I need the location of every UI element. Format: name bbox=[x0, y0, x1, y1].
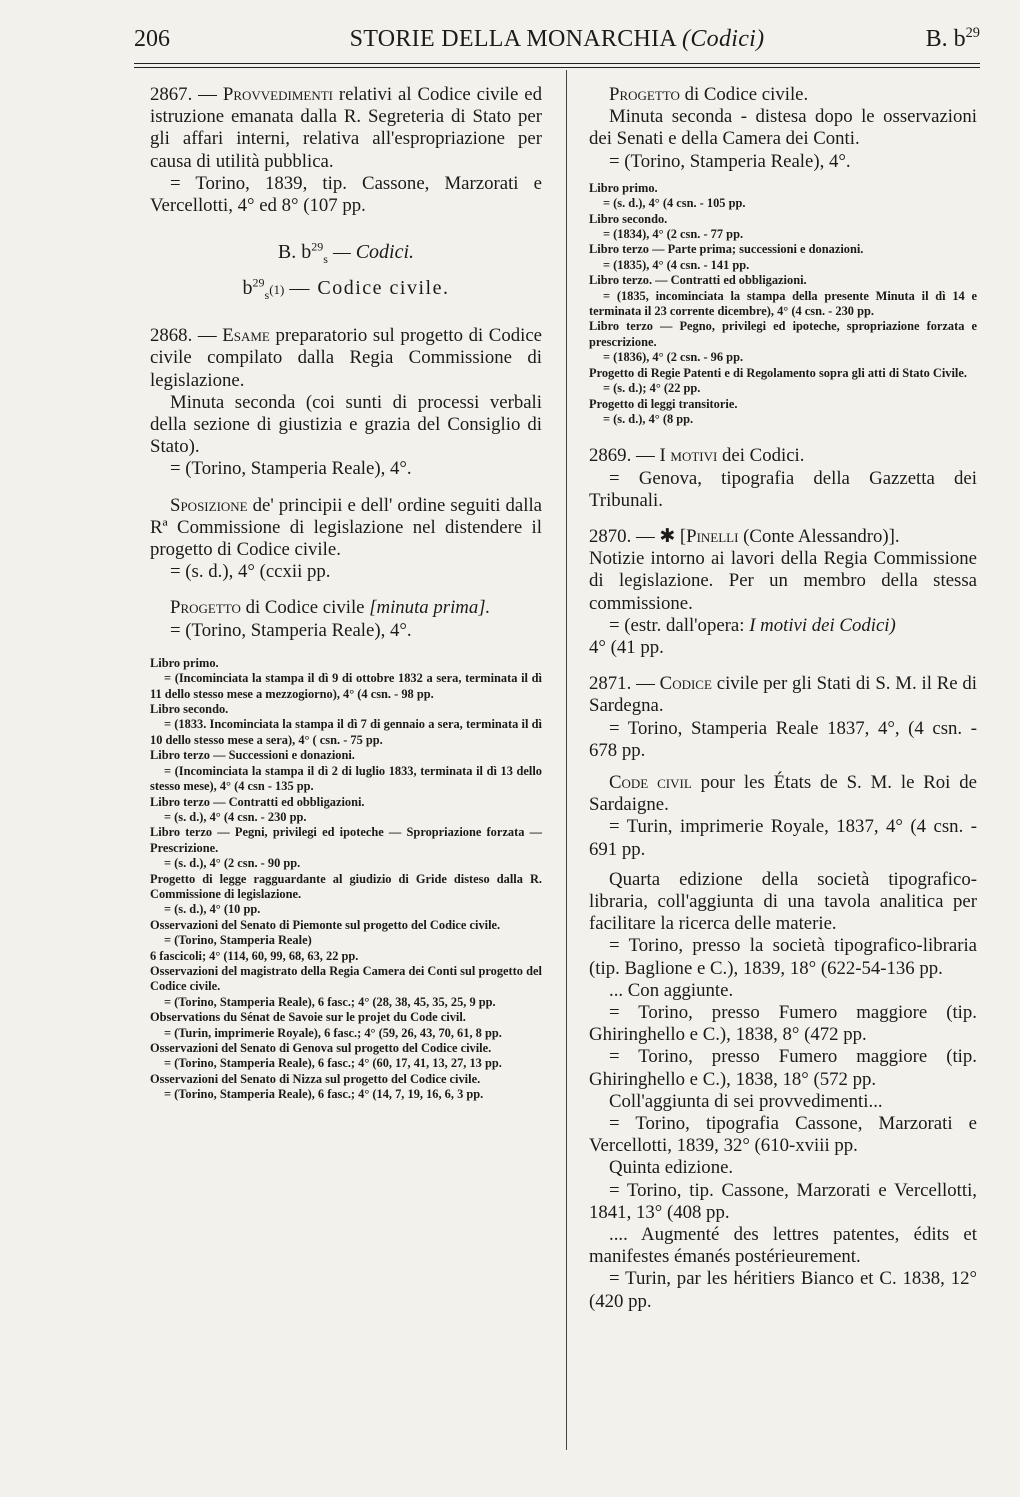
entry-imprint: = Turin, par les héritiers Bianco et C. 1838, 12° (420 pp. bbox=[589, 1268, 977, 1312]
small-line: Libro terzo. — Contratti ed obbligazioni. bbox=[589, 273, 807, 288]
small-line: Osservazioni del Senato di Genova sul progetto del Codice civile. bbox=[150, 1041, 492, 1056]
small-line: = (s. d.), 4° (4 csn. - 105 pp. bbox=[603, 196, 746, 211]
entry-text: pour les États de S. M. le Roi de Sardaigne. bbox=[589, 771, 977, 816]
entry-imprint: = Torino, 1839, tip. Cassone, Marzorati e Vercellotti, 4° ed 8° (107 pp. bbox=[150, 172, 542, 217]
section-mark bbox=[926, 22, 980, 56]
entry-imprint: = (Torino, Stamperia Reale), 4°. bbox=[170, 458, 412, 480]
entry-paragraph: Notizie intorno ai lavori della Regia Commissione di legislazione. Per un membro della stessa commissione. bbox=[589, 548, 977, 614]
small-line: Libro terzo — Parte prima; successioni e donazioni. bbox=[589, 242, 864, 257]
section-mark-sup: 29 bbox=[965, 25, 980, 41]
entry-imprint: = Torino, presso la società tipografico-libraria (tip. Baglione e C.), 1839, 18° (622-54-136 pp. bbox=[589, 935, 977, 979]
entry-2869 bbox=[589, 445, 977, 467]
quinta-edizione: Quinta edizione. bbox=[609, 1157, 734, 1179]
header-rule-top bbox=[134, 63, 980, 64]
entry-number: 2868. — bbox=[150, 325, 217, 347]
entry-imprint: = (s. d.), 4° (ccxii pp. bbox=[170, 561, 331, 583]
small-line: Osservazioni del Senato di Piemonte sul progetto del Codice civile. bbox=[150, 917, 501, 932]
small-line: Observations du Sénat de Savoie sur le projet du Code civil. bbox=[150, 1010, 466, 1025]
small-line: = (1836), 4° (2 csn. - 96 pp. bbox=[603, 350, 744, 365]
class-sup: 29 bbox=[252, 275, 265, 290]
small-print-list-left bbox=[150, 656, 542, 1103]
entry-head: I motivi bbox=[659, 445, 718, 467]
small-print-list-right bbox=[589, 181, 977, 428]
imprint-italic: I motivi dei Codici) bbox=[749, 614, 896, 636]
entry-head: Provvedimenti bbox=[222, 84, 333, 105]
small-line: Osservazioni del magistrato della Regia Camera dei Conti sul progetto del Codice civile. bbox=[150, 963, 542, 994]
small-line: Libro terzo — Successioni e donazioni. bbox=[150, 748, 355, 763]
progetto-entry bbox=[150, 597, 542, 619]
column-divider bbox=[566, 70, 567, 1450]
entry-head: Progetto bbox=[609, 84, 680, 105]
small-line: = (s. d.), 4° (4 csn. - 230 pp. bbox=[164, 809, 307, 824]
entry-head: Sposizione bbox=[170, 494, 248, 516]
entry-italic: [minuta prima]. bbox=[369, 597, 491, 619]
progetto-seconda bbox=[589, 84, 977, 106]
small-line: = (Torino, Stamperia Reale), 6 fasc.; 4° (28, 38, 45, 35, 25, 9 pp. bbox=[164, 994, 496, 1009]
entry-number: 2867. — bbox=[150, 84, 217, 105]
entry-imprint: = Torino, tipografia Cassone, Marzorati e Vercellotti, 1839, 32° (610-xviii pp. bbox=[589, 1113, 977, 1157]
entry-2868 bbox=[150, 325, 542, 392]
small-line: = (Incominciata la stampa il dì 9 di ottobre 1832 a sera, terminata il dì 11 dello stesso mese a mezzogiorno), 4° (4 csn. - 98 pp. bbox=[150, 671, 542, 701]
small-line: = (s. d.), 4° (10 pp. bbox=[164, 902, 261, 917]
entry-imprint: 4° (41 pp. bbox=[589, 636, 664, 658]
small-line: Libro secondo. bbox=[150, 702, 229, 717]
class-sub: s bbox=[323, 252, 328, 267]
entry-imprint: = Turin, imprimerie Royale, 1837, 4° (4 csn. - 691 pp. bbox=[589, 816, 977, 860]
small-line: = (Torino, Stamperia Reale) bbox=[164, 933, 312, 948]
entry-number: 2869. — bbox=[589, 445, 655, 467]
small-line: = (1835, incominciata la stampa della presente Minuta il dì 14 e terminata il 23 corrente dicembre), 4° (4 csn. - 230 pp. bbox=[589, 288, 977, 319]
small-line: = (s. d.), 4° (2 csn. - 90 pp. bbox=[164, 856, 301, 871]
small-line: = (1835), 4° (4 csn. - 141 pp. bbox=[603, 257, 750, 272]
class-heading-b bbox=[150, 239, 542, 265]
right-column bbox=[589, 84, 977, 1313]
entry-paragraph: Minuta seconda (coi sunti di processi verbali della sezione di giustizia e grazia del Consiglio di Stato). bbox=[150, 391, 542, 458]
class-title: — Codici. bbox=[332, 241, 415, 264]
entry-imprint: = (Torino, Stamperia Reale), 4°. bbox=[609, 150, 851, 172]
section-mark-text: B. b bbox=[925, 26, 966, 52]
running-header bbox=[134, 22, 980, 56]
small-line: = (s. d.); 4° (22 pp. bbox=[603, 381, 701, 396]
entry-imprint bbox=[589, 615, 977, 637]
header-rule-bottom bbox=[134, 67, 980, 68]
small-line: = (s. d.), 4° (8 pp. bbox=[603, 411, 694, 426]
class-label: b bbox=[242, 277, 253, 300]
running-title bbox=[134, 22, 980, 56]
entry-head: [Pinelli bbox=[679, 525, 739, 547]
entry-text: dei Codici. bbox=[722, 445, 805, 467]
entry-head: Progetto bbox=[170, 597, 241, 619]
entry-text: relativi al Codice civile ed istruzione emanata dalla R. Segreteria di Stato per gli affari interni, relativa all'espropriazione per causa di utilità pubblica. bbox=[150, 84, 542, 172]
entry-imprint: = Torino, Stamperia Reale 1837, 4°, (4 csn. - 678 pp. bbox=[589, 717, 977, 761]
footnote-ref: (1) bbox=[269, 282, 285, 298]
class-sub: s bbox=[264, 288, 270, 303]
small-line: Libro terzo — Pegni, privilegi ed ipoteche — Spropriazione forzata — Prescrizione. bbox=[150, 825, 542, 855]
small-line: Osservazioni del Senato di Nizza sul progetto del Codice civile. bbox=[150, 1071, 481, 1086]
entry-imprint: = Torino, presso Fumero maggiore (tip. Ghiringhello e C.), 1838, 8° (472 pp. bbox=[589, 1001, 977, 1046]
small-line: = (Incominciata la stampa il dì 2 di luglio 1833, terminata il dì 13 dello stesso mese), 4° (4 csn - 135 pp. bbox=[150, 763, 542, 794]
code-civil-entry bbox=[589, 772, 977, 816]
augmente: .... Augmenté des lettres patentes, édits et manifestes émanés postérieurement. bbox=[589, 1224, 977, 1268]
entry-text: preparatorio sul progetto di Codice civile compilato dalla Regia Commissione di legislazione. bbox=[150, 325, 542, 391]
class-title: — Codice civile. bbox=[289, 277, 450, 300]
small-line: = (1833. Incominciata la stampa il dì 7 di gennaio a sera, terminata il dì 10 dello stesso mese a sera), 4° ( csn. - 75 pp. bbox=[150, 717, 542, 747]
page-number: 206 bbox=[134, 26, 170, 52]
entry-imprint: = Torino, presso Fumero maggiore (tip. Ghiringhello e C.), 1838, 18° (572 pp. bbox=[589, 1046, 977, 1090]
small-line: = (Torino, Stamperia Reale), 6 fasc.; 4° (60, 17, 41, 13, 27, 13 pp. bbox=[164, 1056, 502, 1071]
entry-head: Code civil bbox=[609, 771, 692, 793]
small-line: Libro secondo. bbox=[589, 211, 668, 226]
small-line: Libro terzo — Pegno, privilegi ed ipoteche, spropriazione forzata e prescrizione. bbox=[589, 319, 977, 349]
entry-2871 bbox=[589, 673, 977, 717]
entry-text: civile per gli Stati di S. M. il Re di Sardegna. bbox=[589, 673, 977, 717]
imprint-text: = (estr. dall'opera: bbox=[609, 614, 745, 636]
entry-number: 2871. — bbox=[589, 673, 655, 695]
entry-imprint: = Genova, tipografia della Gazzetta dei Tribunali. bbox=[589, 467, 977, 511]
class-heading-sub bbox=[150, 275, 542, 303]
entry-text: di Codice civile bbox=[245, 597, 365, 619]
small-line: Progetto di Regie Patenti e di Regolamento sopra gli atti di Stato Civile. bbox=[589, 365, 967, 380]
class-sup: 29 bbox=[311, 239, 324, 254]
running-title-text: STORIE DELLA MONARCHIA bbox=[349, 26, 676, 52]
quarta-edizione: Quarta edizione della società tipografico-libraria, coll'aggiunta di una tavola analitica per facilitare la ricerca delle materie. bbox=[589, 868, 977, 935]
entry-2870 bbox=[589, 526, 977, 548]
coll-aggiunta: Coll'aggiunta di sei provvedimenti... bbox=[609, 1090, 883, 1112]
entry-imprint: = Torino, tip. Cassone, Marzorati e Vercellotti, 1841, 13° (408 pp. bbox=[589, 1179, 977, 1223]
entry-imprint: = (Torino, Stamperia Reale), 4°. bbox=[170, 619, 412, 641]
small-line: = (Torino, Stamperia Reale), 6 fasc.; 4° (14, 7, 19, 16, 6, 3 pp. bbox=[164, 1087, 484, 1102]
small-line: Libro terzo — Contratti ed obbligazioni. bbox=[150, 794, 365, 809]
small-line: = (Turin, imprimerie Royale), 6 fasc.; 4° (59, 26, 43, 70, 61, 8 pp. bbox=[164, 1025, 502, 1040]
small-line: Libro primo. bbox=[589, 180, 658, 195]
running-title-italic: (Codici) bbox=[682, 26, 765, 52]
entry-2867 bbox=[150, 84, 542, 173]
small-line: Progetto di leggi transitorie. bbox=[589, 396, 738, 411]
entry-text: de' principii e dell' ordine seguiti dalla Rª Commissione di legislazione nel distendere il progetto di Codice civile. bbox=[150, 494, 542, 561]
con-aggiunte: ... Con aggiunte. bbox=[609, 979, 734, 1001]
small-line: 6 fascicoli; 4° (114, 60, 99, 68, 63, 22 pp. bbox=[150, 948, 359, 963]
entry-paragraph: Minuta seconda - distesa dopo le osservazioni dei Senati e della Camera dei Conti. bbox=[589, 106, 977, 150]
left-column bbox=[150, 84, 542, 1103]
entry-text: di Codice civile. bbox=[684, 84, 809, 105]
class-label: B. b bbox=[277, 241, 312, 264]
entry-text: (Conte Alessandro)]. bbox=[743, 525, 900, 547]
small-line: Progetto di legge ragguardante al giudizio di Gride disteso dalla R. Commissione di legislazione. bbox=[150, 871, 542, 901]
entry-head: Codice bbox=[659, 673, 712, 695]
entry-head: Esame bbox=[222, 325, 270, 347]
small-line: Libro primo. bbox=[150, 655, 219, 670]
small-line: = (1834), 4° (2 csn. - 77 pp. bbox=[603, 227, 744, 242]
entry-number: 2870. — ✱ bbox=[589, 525, 676, 547]
sposizione-entry bbox=[150, 495, 542, 562]
